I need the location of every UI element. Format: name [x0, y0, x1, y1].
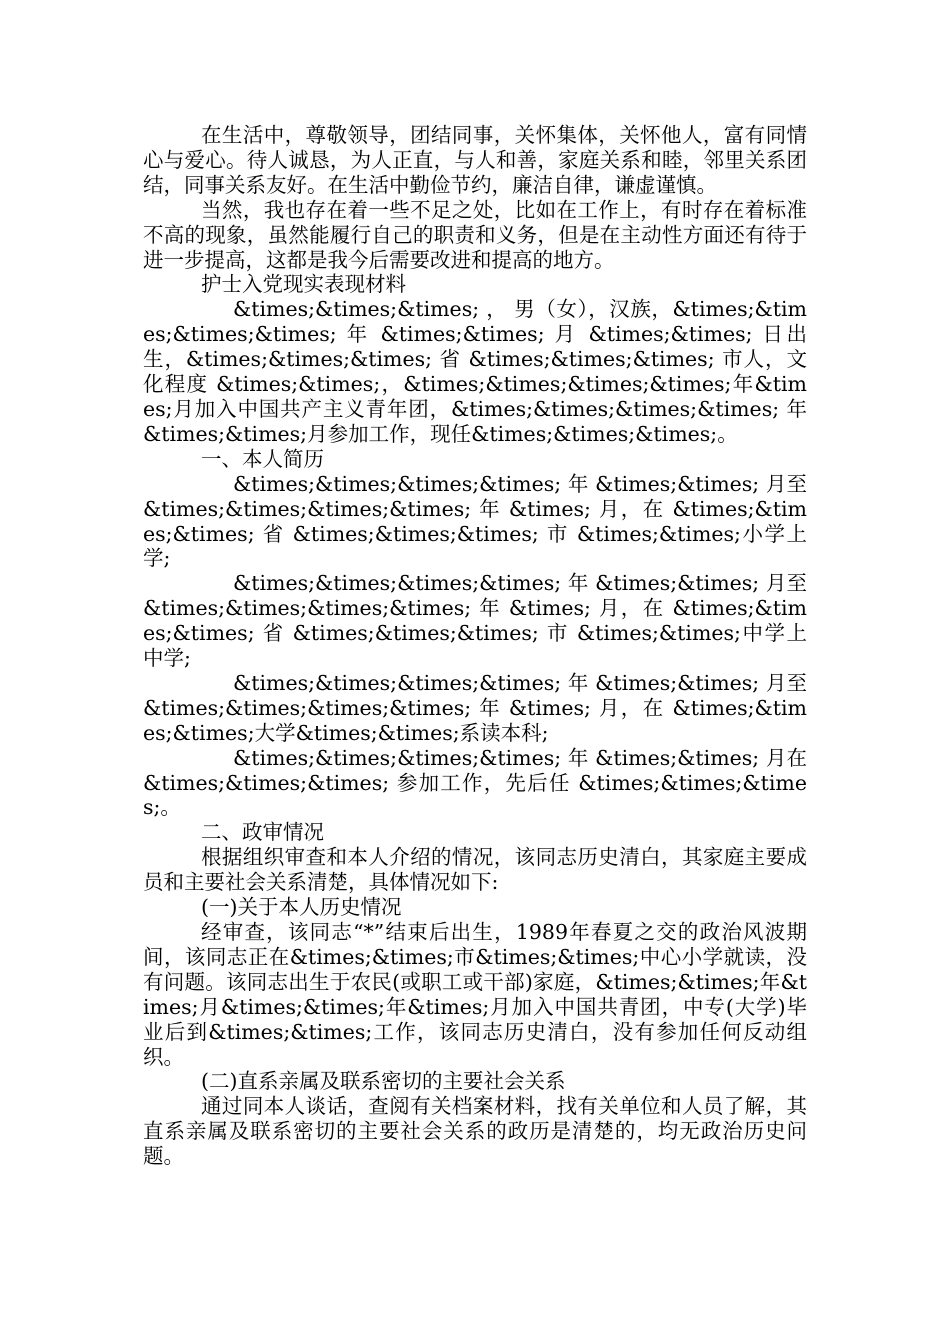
document-body — [143, 123, 807, 1169]
subsection-heading-relatives: (二)直系亲属及联系密切的主要社会关系 — [201, 1069, 566, 1094]
section-heading-political-review: 二、政审情况 — [201, 820, 324, 845]
section-heading-resume: 一、本人简历 — [201, 446, 324, 471]
paragraph-shortcomings: 当然，我也存在着一些不足之处，比如在工作上，有时存在着标准不高的现象，虽然能履行自己的职责和义务，但是在主动性方面还有待于进一步提高，这都是我今后需要改进和提高的地方。 — [143, 197, 807, 272]
subsection-heading-history: (一)关于本人历史情况 — [201, 895, 402, 920]
paragraph-personal-info: &times;&times;&times; ， 男（女），汉族，&times;&times;&times;&times; 年 &times;&times; 月 &times;&times; 日出生，&times;&times;&times; 省 &times;&times;&times; 市人，文化程度 &times;&times;，&times;&times;&times;&times;年&times;月加入中国共产主义青年团，&times;&times;&times;&times; 年 &times;&times;月参加工作，现任&times;&times;&times;。 — [143, 297, 807, 446]
paragraph-review-intro: 根据组织审查和本人介绍的情况，该同志历史清白，其家庭主要成员和主要社会关系清楚，具体情况如下: — [143, 845, 807, 895]
resume-item-work: &times;&times;&times;&times; 年 &times;&times; 月在 &times;&times;&times; 参加工作，先后任 &times;&times;&times;。 — [143, 745, 807, 820]
resume-item-middle-school: &times;&times;&times;&times; 年 &times;&times; 月至 &times;&times;&times;&times; 年 &times; 月，在 &times;&times;&times; 省 &times;&times;&times; 市 &times;&times;中学上中学; — [143, 571, 807, 671]
paragraph-relatives: 通过同本人谈话，查阅有关档案材料，找有关单位和人员了解，其直系亲属及联系密切的主要社会关系的政历是清楚的，均无政治历史问题。 — [143, 1094, 807, 1169]
paragraph-life: 在生活中，尊敬领导，团结同事，关怀集体，关怀他人，富有同情心与爱心。待人诚恳，为人正直，与人和善，家庭关系和睦，邻里关系团结，同事关系友好。在生活中勤俭节约，廉洁自律，谦虚谨慎。 — [143, 123, 807, 197]
paragraph-history: 经审查，该同志“*”结束后出生，1989年春夏之交的政治风波期间，该同志正在&times;&times;市&times;&times;中心小学就读，没有问题。该同志出生于农民(或职工或干部)家庭，&times;&times;年&times;月&times;&times;年&times;月加入中国共青团，中专(大学)毕业后到&times;&times;工作，该同志历史清白，没有参加任何反动组织。 — [143, 920, 807, 1069]
resume-item-primary-school: &times;&times;&times;&times; 年 &times;&times; 月至 &times;&times;&times;&times; 年 &times; 月，在 &times;&times;&times; 省 &times;&times;&times; 市 &times;&times;小学上学; — [143, 471, 807, 571]
resume-item-university: &times;&times;&times;&times; 年 &times;&times; 月至 &times;&times;&times;&times; 年 &times; 月，在 &times;&times;&times;大学&times;&times;系读本科; — [143, 670, 807, 745]
document-heading: 护士入党现实表现材料 — [201, 272, 406, 297]
